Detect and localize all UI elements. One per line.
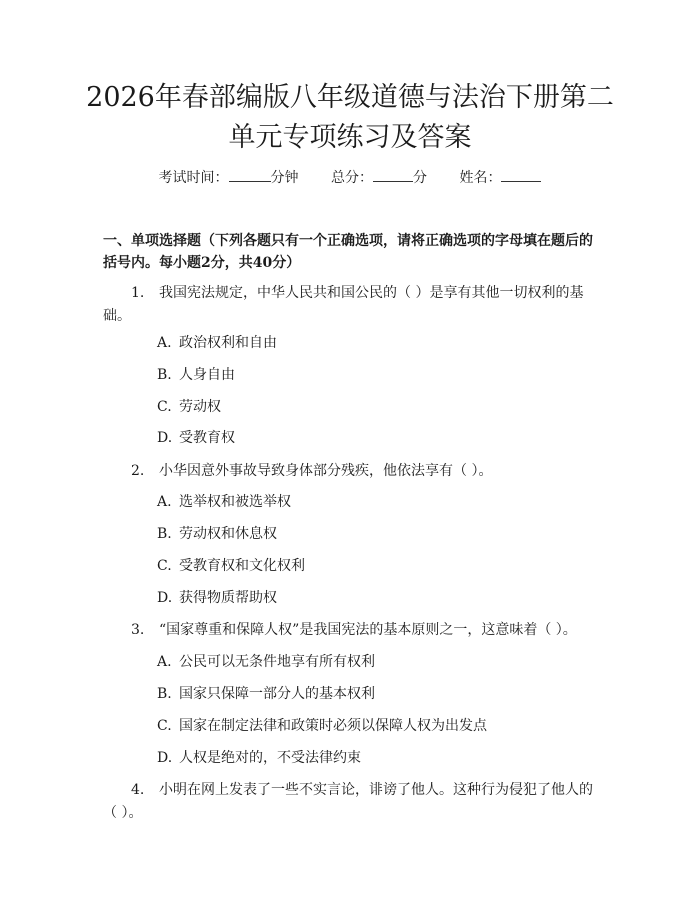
question-3-option-c (157, 716, 487, 736)
option-letter: A. (157, 494, 172, 510)
option-text: 劳动权和休息权 (179, 526, 277, 542)
total-score-blank (373, 166, 413, 182)
option-text: 受教育权和文化权利 (179, 558, 305, 574)
option-letter: C. (157, 558, 172, 574)
option-letter: B. (157, 367, 172, 383)
total-score-field (331, 166, 427, 189)
option-letter: B. (157, 686, 172, 702)
question-2-option-b (157, 524, 277, 544)
question-stem: 我国宪法规定，中华人民共和国公民的（ ）是享有其他一切权利的基础。 (103, 285, 584, 324)
section-heading: 一、单项选择题（下列各题只有一个正确选项，请将正确选项的字母填在题后的括号内。每小题2分，共40分） (103, 233, 593, 271)
option-text: 公民可以无条件地享有所有权利 (179, 654, 375, 670)
option-letter: D. (157, 750, 173, 766)
option-text: 政治权利和自由 (179, 335, 277, 351)
question-3-option-a (157, 652, 375, 672)
exam-time-unit: 分钟 (270, 170, 299, 186)
option-text: 人权是绝对的，不受法律约束 (179, 750, 361, 766)
question-number: 2. (131, 463, 145, 479)
option-letter: D. (157, 590, 173, 606)
option-letter: C. (157, 399, 172, 415)
option-letter: A. (157, 335, 172, 351)
student-name-label: 姓名： (459, 170, 502, 186)
question-stem: 小明在网上发表了一些不实言论，诽谤了他人。这种行为侵犯了他人的（ ）。 (103, 782, 593, 821)
exam-time-blank (229, 166, 271, 182)
option-text: 国家在制定法律和政策时必须以保障人权为出发点 (179, 718, 487, 734)
question-number: 3. (131, 622, 145, 638)
question-1-option-d (157, 428, 235, 448)
exam-time-field (159, 166, 299, 189)
option-letter: D. (157, 430, 173, 446)
question-4 (103, 779, 603, 825)
question-stem: 小华因意外事故导致身体部分残疾，他依法享有（ ）。 (159, 463, 493, 479)
question-number: 4. (131, 782, 145, 798)
student-name-blank (501, 166, 541, 182)
exam-info-line (0, 166, 700, 189)
option-text: 人身自由 (179, 367, 235, 383)
total-score-unit: 分 (413, 170, 427, 186)
option-text: 受教育权 (179, 430, 235, 446)
question-stem: “国家尊重和保障人权”是我国宪法的基本原则之一，这意味着（ ）。 (159, 622, 577, 638)
question-number: 1. (131, 285, 145, 301)
question-1-option-c (157, 397, 221, 417)
question-2 (103, 460, 603, 483)
question-2-option-c (157, 556, 305, 576)
question-3 (103, 619, 603, 642)
option-text: 国家只保障一部分人的基本权利 (179, 686, 375, 702)
option-letter: C. (157, 718, 172, 734)
total-score-label: 总分： (331, 170, 373, 186)
option-letter: B. (157, 526, 172, 542)
option-text: 劳动权 (179, 399, 221, 415)
exam-time-label: 考试时间： (158, 170, 229, 186)
question-3-option-d (157, 748, 361, 768)
option-letter: A. (157, 654, 172, 670)
question-3-option-b (157, 684, 375, 704)
question-2-option-d (157, 588, 277, 608)
student-name-field (459, 166, 541, 189)
option-text: 选举权和被选举权 (179, 494, 291, 510)
question-1-option-b (157, 365, 235, 385)
option-text: 获得物质帮助权 (179, 590, 277, 606)
page-title: 2026年春部编版八年级道德与法治下册第二单元专项练习及答案 (86, 82, 614, 153)
question-1 (103, 282, 603, 328)
question-2-option-a (157, 492, 291, 512)
question-1-option-a (157, 333, 277, 353)
